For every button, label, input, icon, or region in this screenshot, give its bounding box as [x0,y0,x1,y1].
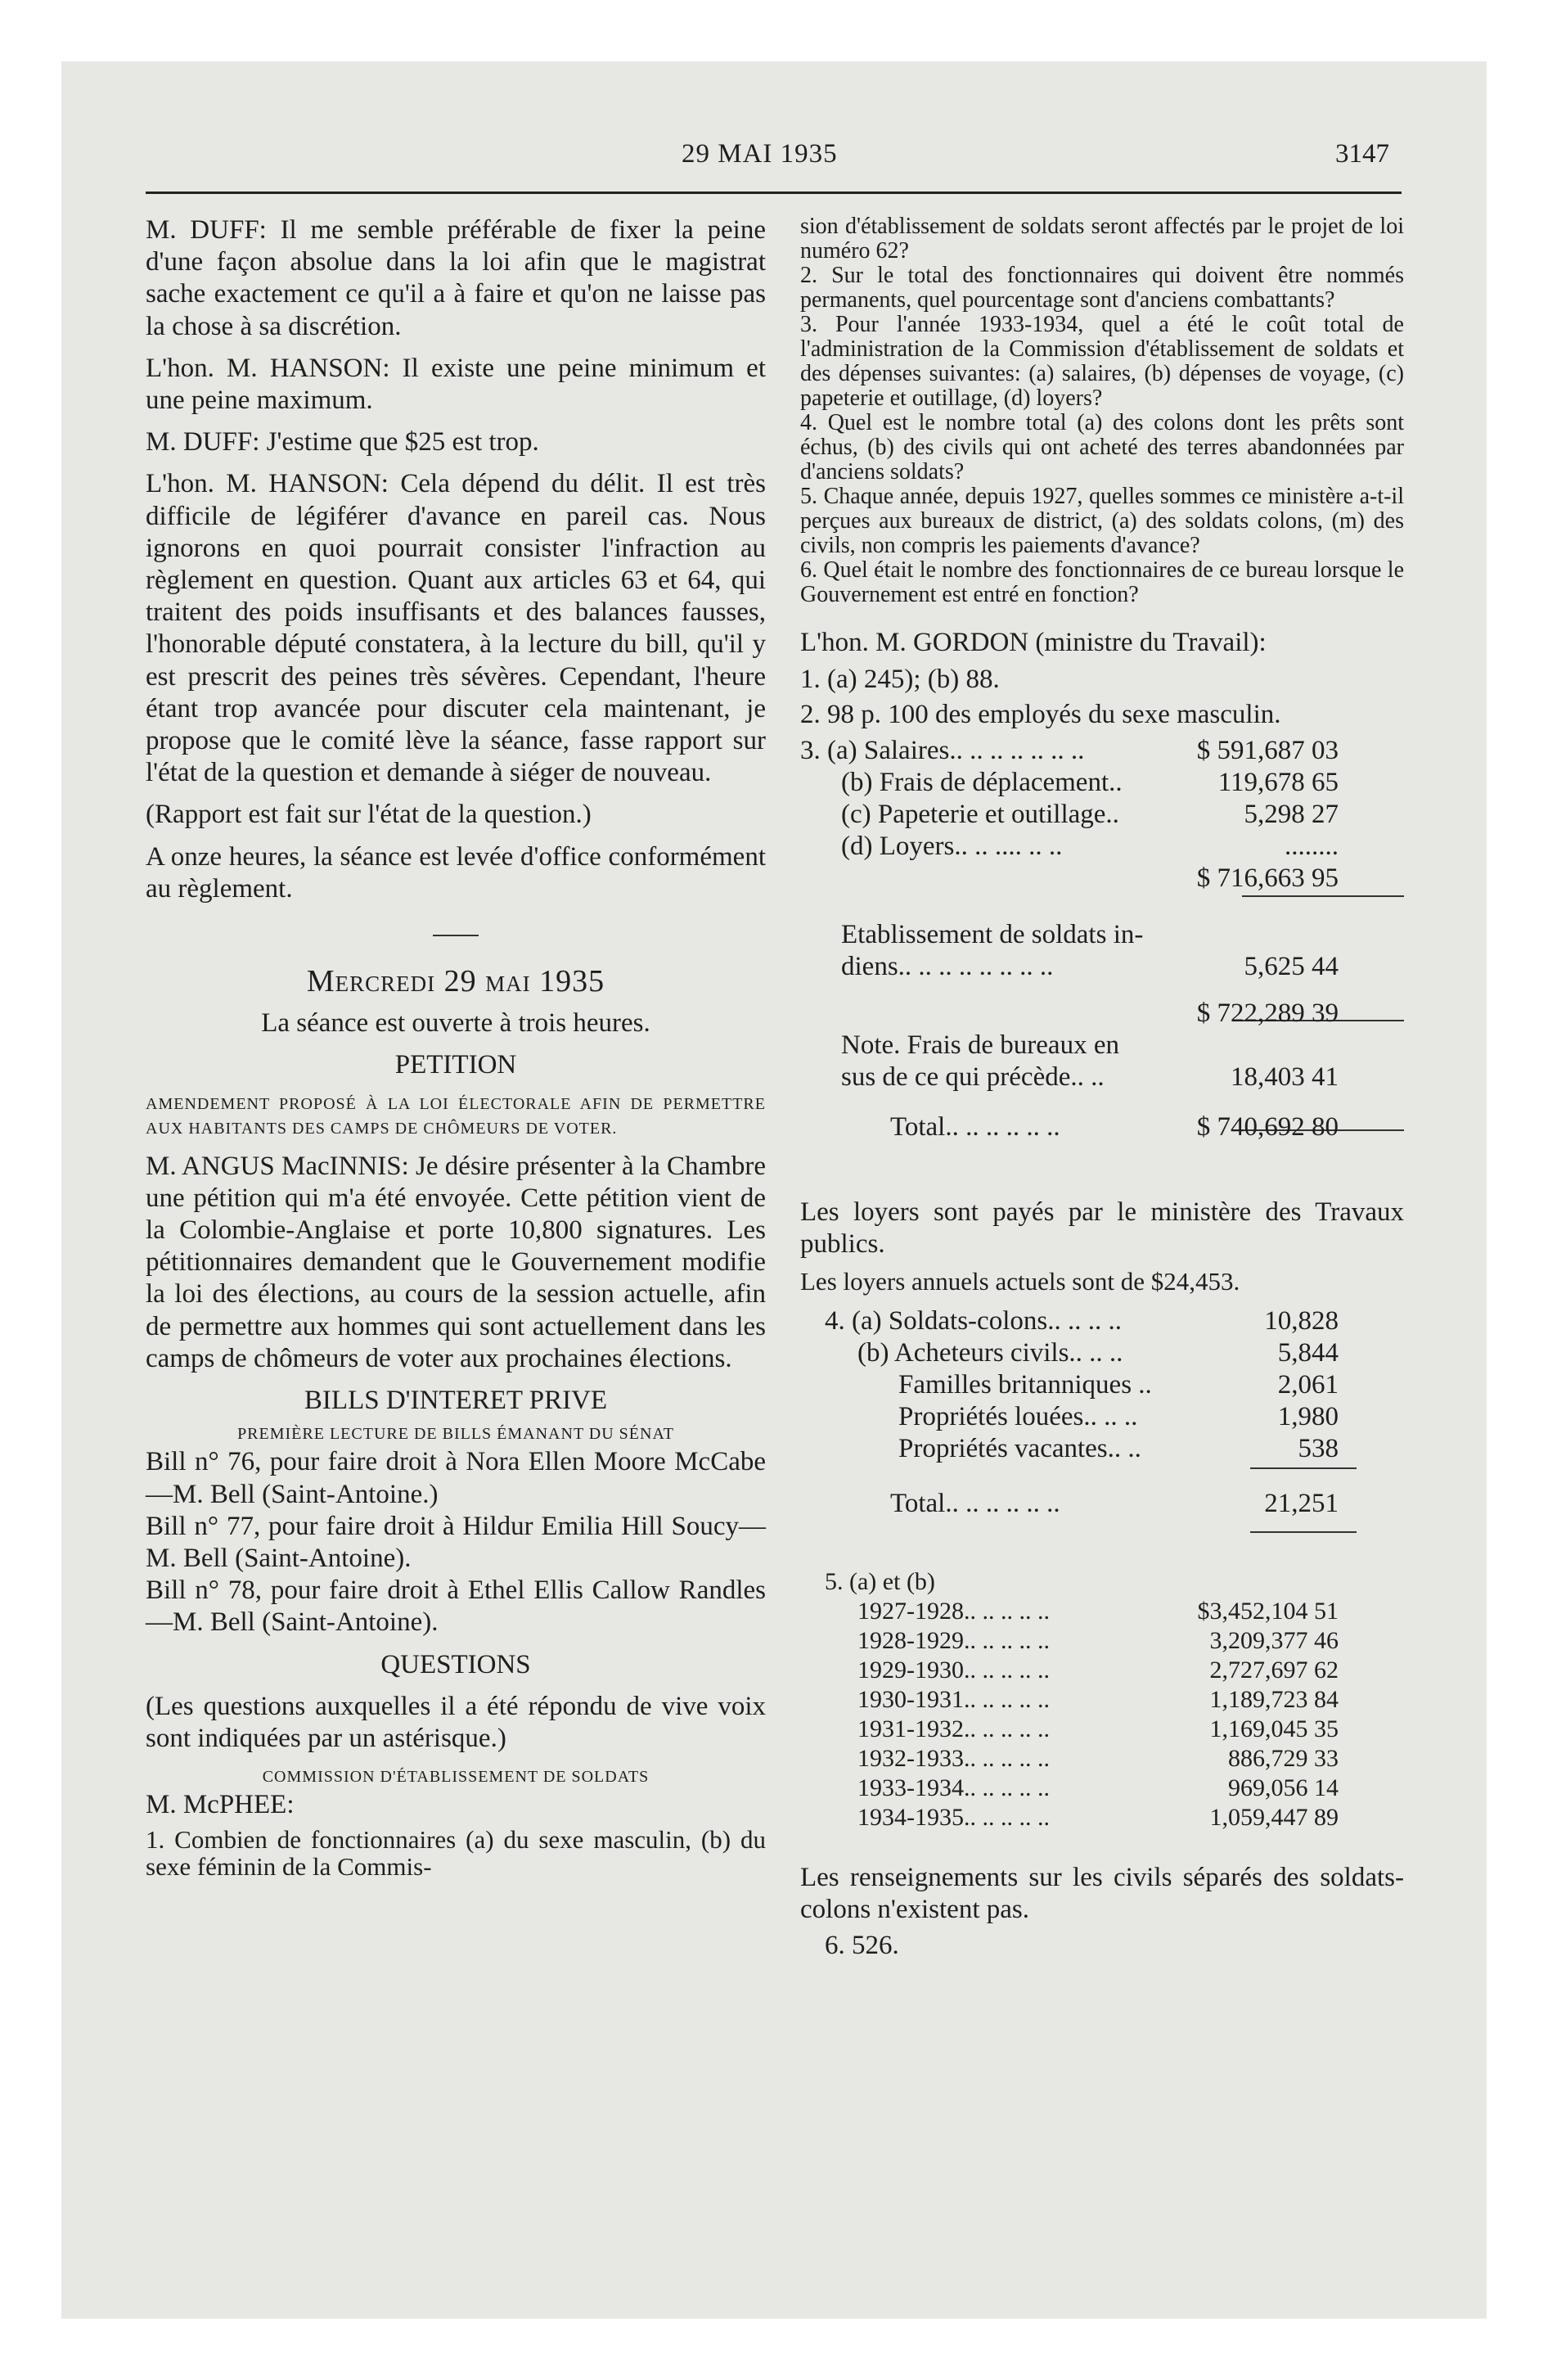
a5-year: 1932-1933.. .. .. .. .. [857,1745,1050,1773]
paragraph-civils: Les renseignements sur les civils séparés des soldats-colons n'existent pas. [800,1863,1404,1925]
a3-loyers-value: ........ [1285,831,1339,861]
question-2: 2. Sur le total des fonctionnaires qui doivent être nommés permanents, quel pourcentage sont d'anciens combattants? [800,263,1404,313]
a5-value: 2,727,697 62 [1209,1657,1339,1684]
bill-77: Bill n° 77, pour faire droit à Hildur Emilia Hill Soucy—M. Bell (Saint-Antoine). [146,1511,766,1573]
subheading-petition: AMENDEMENT PROPOSÉ À LA LOI ÉLECTORALE AFIN DE PERMETTRE AUX HABITANTS DES CAMPS DE CHÔMEURS DE VOTER. [146,1094,766,1138]
a3-loyers-label: (d) Loyers.. .. .... .. .. [841,831,1063,861]
paragraph-mcphee: M. McPHEE: [146,1790,295,1820]
a4-vacantes-value: 538 [1298,1434,1339,1464]
question-4: 4. Quel est le nombre total (a) des colons dont les prêts sont échus, (b) des civils qui ont acheté des terres abandonnées par d'anciens soldats? [800,410,1404,485]
a5-year: 1931-1932.. .. .. .. .. [857,1715,1050,1743]
answer-5-table [800,1567,1404,1832]
paragraph-questions-note: (Les questions auxquelles il a été répondu de vive voix sont indiquées par un astérisque.) [146,1691,766,1753]
paragraph-onze-heures: A onze heures, la séance est levée d'office conformément au règlement. [146,841,766,904]
a5-value: 969,056 14 [1228,1774,1339,1802]
bill-76: Bill n° 76, pour faire droit à Nora Ellen Moore McCabe—M. Bell (Saint-Antoine.) [146,1447,766,1509]
a3-salaires-value: $ 591,687 03 [1196,735,1339,765]
a5-value: 886,729 33 [1228,1745,1339,1773]
header-rule [146,192,1402,194]
paragraph-loyers-2: Les loyers annuels actuels sont de $24,453. [800,1267,1240,1296]
a3-total1-value: $ 722,289 39 [1196,998,1339,1028]
left-column [146,214,766,1880]
a3-total-value: $ 740,692 80 [1196,1111,1339,1142]
a5-value: 1,189,723 84 [1209,1686,1339,1714]
a4-louees-label: Propriétés louées.. .. .. [898,1402,1138,1432]
right-column [800,214,1404,1962]
a3-total-label: Total.. .. .. .. .. .. [890,1111,1060,1142]
a4-acheteurs-label: (b) Acheteurs civils.. .. .. [857,1338,1123,1368]
day-heading: Mercredi 29 mai 1935 [306,964,605,999]
a5-year: 1927-1928.. .. .. .. .. [857,1598,1050,1625]
a4-familles-value: 2,061 [1277,1370,1339,1400]
answer-3-table [800,735,1404,1169]
a5-year: 1933-1934.. .. .. .. .. [857,1774,1050,1802]
a5-value: 1,169,045 35 [1209,1715,1339,1743]
subheading-bills: PREMIÈRE LECTURE DE BILLS ÉMANANT DU SÉNAT [237,1425,674,1444]
a4-acheteurs-value: 5,844 [1277,1338,1339,1368]
a3-etab-label-1: Etablissement de soldats in- [841,919,1144,949]
a4-total-label: Total.. .. .. .. .. .. [890,1489,1060,1519]
question-3: 3. Pour l'année 1933-1934, quel a été le coût total de l'administration de la Commission d'établissement de soldats et des dépenses suivantes: (a) salaires, (b) dépenses de voyage, (c) papeterie et outillage, (d) loyers? [800,312,1404,411]
bill-78: Bill n° 78, pour faire droit à Ethel Ellis Callow Randles—M. Bell (Saint-Antoine). [146,1575,766,1638]
answer-intro: L'hon. M. GORDON (ministre du Travail): [800,628,1267,657]
a3-subtotal-value: $ 716,663 95 [1196,863,1339,893]
paragraph-seance-ouverte: La séance est ouverte à trois heures. [261,1008,650,1039]
a4-soldats-value: 10,828 [1264,1306,1339,1336]
a5-year: 1934-1935.. .. .. .. .. [857,1804,1050,1832]
a5-head: 5. (a) et (b) [825,1568,935,1596]
heading-bills: BILLS D'INTERET PRIVE [304,1386,608,1416]
section-divider [433,935,479,936]
paragraph-rapport: (Rapport est fait sur l'état de la question.) [146,800,592,830]
a4-total-value: 21,251 [1264,1489,1339,1519]
heading-questions: QUESTIONS [380,1649,531,1679]
question-6: 6. Quel était le nombre des fonctionnaires de ce bureau lorsque le Gouvernement est entré en fonction? [800,557,1404,607]
paragraph-hanson-2: L'hon. M. HANSON: Cela dépend du délit. Il est très difficile de légiférer d'avance en pareil cas. Nous ignorons en quoi pourrait consister l'infraction au règlement en question. Quant aux articles 63 et 64, qui traitent des poids insuffisants et des balances fausses, l'honorable député constatera, à la lecture du bill, qu'il y est prescrit des peines très sévères. Cependant, l'heure étant trop avancée pour discuter cela maintenant, je propose que le comité lève la séance, fasse rapport sur l'état de la question et demande à siéger de nouveau. [146,469,766,788]
a4-familles-label: Familles britanniques .. [898,1370,1152,1400]
a5-year: 1930-1931.. .. .. .. .. [857,1686,1050,1714]
a3-note-label-2: sus de ce qui précède.. .. [841,1062,1105,1092]
paragraph-duff-1: M. DUFF: Il me semble préférable de fixer la peine d'une façon absolue dans la loi afin que le magistrat sache exactement ce qu'il a à faire et qu'on ne laisse pas la chose à sa discrétion. [146,215,766,341]
a4-soldats-label: 4. (a) Soldats-colons.. .. .. .. [825,1306,1122,1336]
a5-value: $3,452,104 51 [1197,1598,1339,1625]
heading-petition: PETITION [394,1050,517,1080]
header-page-number: 3147 [1335,139,1389,169]
a3-salaires-label: 3. (a) Salaires.. .. .. .. .. .. .. [800,735,1085,765]
header-date: 29 MAI 1935 [682,139,838,169]
a3-note-value: 18,403 41 [1231,1062,1339,1092]
a5-year: 1928-1929.. .. .. .. .. [857,1627,1050,1655]
a4-rule-2 [1250,1531,1357,1533]
a3-note-label-1: Note. Frais de bureaux en [841,1030,1119,1060]
a3-etab-label-2: diens.. .. .. .. .. .. .. .. [841,951,1054,981]
paragraph-loyers-1: Les loyers sont payés par le ministère des Travaux publics. [800,1197,1404,1259]
a3-papeterie-label: (c) Papeterie et outillage.. [841,799,1119,829]
a4-louees-value: 1,980 [1277,1402,1339,1432]
a4-rule-1 [1250,1467,1357,1469]
a5-year: 1929-1930.. .. .. .. .. [857,1657,1050,1684]
a3-papeterie-value: 5,298 27 [1244,799,1339,829]
a3-frais-label: (b) Frais de déplacement.. [841,767,1123,797]
a4-vacantes-label: Propriétés vacantes.. .. [898,1434,1141,1464]
paragraph-hanson-1: L'hon. M. HANSON: Il existe une peine minimum et une peine maximum. [146,353,766,416]
a3-etab-value: 5,625 44 [1244,951,1339,981]
question-5: 5. Chaque année, depuis 1927, quelles sommes ce ministère a-t-il perçues aux bureaux de district, (a) des soldats colons, (m) des civils, non compris les paiements d'avance? [800,484,1404,558]
a3-rule-1 [1242,895,1404,897]
question-1-continued: sion d'établissement de soldats seront affectés par le projet de loi numéro 62? [800,214,1404,264]
question-1: 1. Combien de fonctionnaires (a) du sexe masculin, (b) du sexe féminin de la Commis- [146,1825,766,1882]
answer-1: 1. (a) 245); (b) 88. [800,665,1000,695]
a5-value: 1,059,447 89 [1209,1804,1339,1832]
answer-4-table [800,1305,1404,1543]
answer-6: 6. 526. [825,1930,899,1960]
a5-value: 3,209,377 46 [1209,1627,1339,1655]
answer-2: 2. 98 p. 100 des employés du sexe masculin. [800,700,1281,730]
a3-frais-value: 119,678 65 [1217,767,1339,797]
paragraph-duff-2: M. DUFF: J'estime que $25 est trop. [146,427,539,458]
paragraph-macinnis: M. ANGUS MacINNIS: Je désire présenter à la Chambre une pétition qui m'a été envoyée. Cette pétition vient de la Colombie-Anglaise et porte 10,800 signatures. Les pétitionnaires demandent que le Gouvernement modifie la loi des élections, au cours de la session actuelle, afin de permettre aux hommes qui sont actuellement dans les camps de chômeurs de voter aux prochaines élections. [146,1151,766,1373]
subheading-commission: COMMISSION D'ÉTABLISSEMENT DE SOLDATS [262,1768,650,1787]
